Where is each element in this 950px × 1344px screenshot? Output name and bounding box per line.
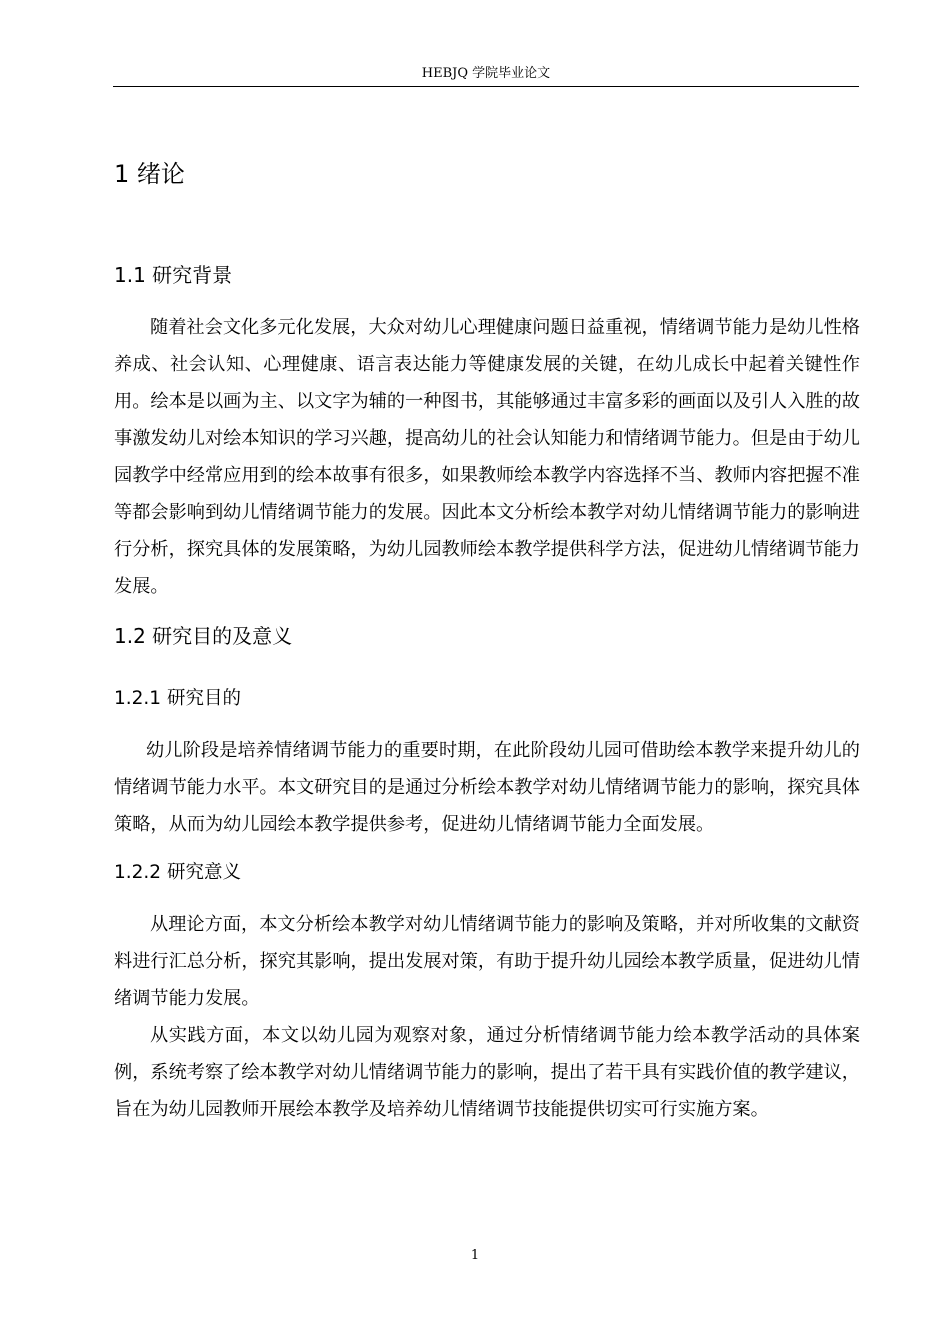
- paragraph-significance-practice: 从实践方面，本文以幼儿园为观察对象，通过分析情绪调节能力绘本教学活动的具体案例，系统考察了绘本教学对幼儿情绪调节能力的影响，提出了若干具有实践价值的教学建议，旨在为幼儿园教师开展绘本教学及培养幼儿情绪调节技能提供切实可行实施方案。: [114, 1025, 860, 1120]
- header-rule: [113, 86, 859, 87]
- paragraph-significance-theory: 从理论方面，本文分析绘本教学对幼儿情绪调节能力的影响及策略，并对所收集的文献资料进行汇总分析，探究其影响，提出发展对策，有助于提升幼儿园绘本教学质量，促进幼儿情绪调节能力发展。: [114, 914, 860, 1009]
- running-header: HEBJQ 学院毕业论文: [421, 66, 551, 81]
- paragraph-background: 随着社会文化多元化发展，大众对幼儿心理健康问题日益重视，情绪调节能力是幼儿性格养成、社会认知、心理健康、语言表达能力等健康发展的关键，在幼儿成长中起着关键性作用。绘本是以画为主、以文字为辅的一种图书，其能够通过丰富多彩的画面以及引人入胜的故事激发幼儿对绘本知识的学习兴趣，提高幼儿的社会认知能力和情绪调节能力。但是由于幼儿园教学中经常应用到的绘本故事有很多，如果教师绘本教学内容选择不当、教师内容把握不准等都会影响到幼儿情绪调节能力的发展。因此本文分析绘本教学对幼儿情绪调节能力的影响进行分析，探究具体的发展策略，为幼儿园教师绘本教学提供科学方法，促进幼儿情绪调节能力发展。: [114, 317, 860, 597]
- page-number: 1: [470, 1248, 480, 1263]
- paragraph-purpose: 幼儿阶段是培养情绪调节能力的重要时期，在此阶段幼儿园可借助绘本教学来提升幼儿的情绪调节能力水平。本文研究目的是通过分析绘本教学对幼儿情绪调节能力的影响，探究具体策略，从而为幼儿园绘本教学提供参考，促进幼儿情绪调节能力全面发展。: [114, 740, 860, 835]
- subsection-heading-significance: 1.2.2 研究意义: [114, 862, 241, 883]
- subsection-heading-purpose: 1.2.1 研究目的: [114, 688, 241, 709]
- section-heading-purpose-significance: 1.2 研究目的及意义: [114, 624, 293, 648]
- chapter-title: 1 绪论: [114, 160, 185, 188]
- section-heading-background: 1.1 研究背景: [114, 263, 233, 287]
